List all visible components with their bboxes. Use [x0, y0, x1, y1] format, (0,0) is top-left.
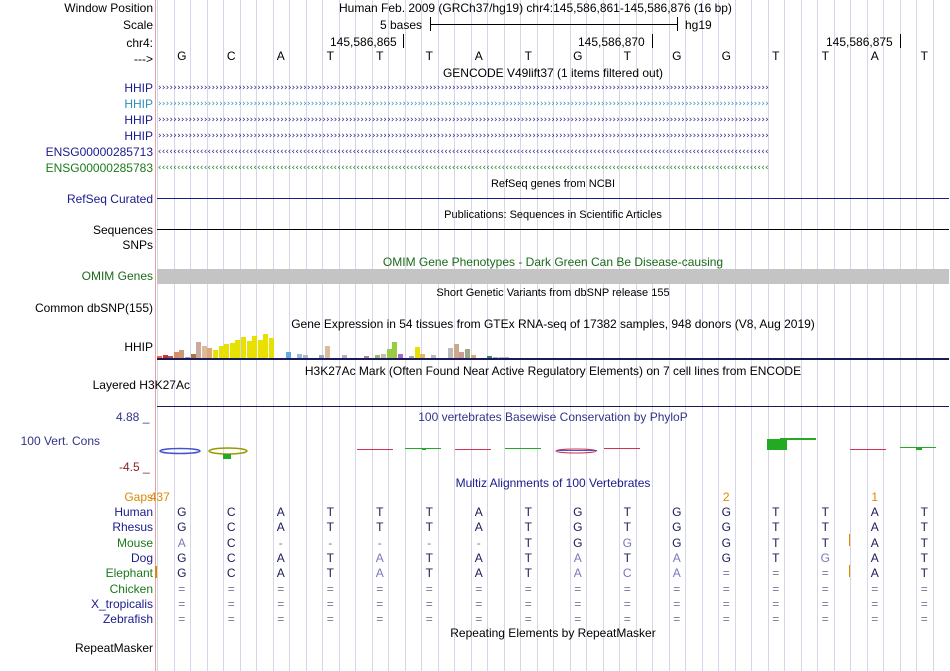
alignment-base: = [871, 581, 879, 596]
alignment-base: = [326, 596, 334, 611]
phylop-mark [422, 448, 426, 450]
gtex-bar[interactable] [325, 346, 330, 358]
reference-base: G [177, 49, 187, 63]
reference-base: T [920, 49, 928, 63]
alignment-base: = [821, 581, 829, 596]
scale-assembly: hg19 [685, 18, 712, 32]
window-position-text: Human Feb. 2009 (GRCh37/hg19) chr4:145,586,861-145,586,876 (16 bp) [339, 1, 732, 15]
repeatmasker-title[interactable]: Repeating Elements by RepeatMasker [450, 626, 656, 640]
dbsnp-title[interactable]: Short Genetic Variants from dbSNP release 155 [436, 287, 670, 299]
h3k27ac-title[interactable]: H3K27Ac Mark (Often Found Near Active Regulatory Elements) on 7 cell lines from ENCODE [304, 364, 802, 378]
alignment-base: G [820, 550, 830, 565]
omim-label[interactable]: OMIM Genes [81, 269, 153, 283]
alignment-base: A [870, 566, 879, 581]
alignment-base: T [376, 520, 384, 535]
scale-bar-right [677, 17, 678, 31]
gtex-bar[interactable] [224, 344, 229, 358]
phylop-plot[interactable] [157, 430, 949, 466]
alignment-base: G [721, 550, 731, 565]
alignment-base: T [524, 505, 532, 519]
alignment-base: G [721, 505, 731, 519]
chrom-label: chr4: [126, 36, 153, 50]
omim-title[interactable]: OMIM Gene Phenotypes - Dark Green Can Be Disease-causing [382, 255, 724, 269]
gtex-bar[interactable] [269, 338, 274, 358]
alignment-base: T [821, 535, 829, 550]
alignment-base: C [226, 505, 236, 519]
alignment-base: = [623, 581, 631, 596]
alignment-base: = [821, 596, 829, 611]
alignment-base: = [772, 566, 780, 581]
alignment-base: = [277, 612, 285, 627]
reference-base: T [772, 49, 780, 63]
alignment-base: = [277, 581, 285, 596]
alignment-base: = [524, 612, 532, 627]
phylop-title[interactable]: 100 vertebrates Basewise Conservation by PhyloP [418, 410, 688, 424]
phylop-mark [767, 439, 787, 450]
alignment-base: = [178, 581, 186, 596]
gaps-label: Gaps [124, 490, 153, 504]
alignment-base: T [623, 520, 631, 535]
alignment-base: A [672, 566, 681, 581]
alignment-base: G [573, 505, 583, 519]
reference-base: A [276, 49, 285, 63]
alignment-base: C [226, 535, 236, 550]
phylop-mark [223, 454, 231, 459]
gtex-bar[interactable] [415, 347, 420, 358]
gtex-bar[interactable] [252, 336, 257, 358]
alignment-base: G [721, 535, 731, 550]
alignment-base: T [623, 550, 631, 565]
gtex-bar[interactable] [202, 346, 207, 358]
gencode-gene-label[interactable]: HHIP [124, 113, 153, 127]
repeatmasker-label[interactable]: RepeatMasker [74, 641, 153, 655]
alignment-base: T [920, 535, 928, 550]
scale-label: Scale [122, 18, 153, 32]
dog-insert-marker [849, 534, 850, 546]
alignment-base: = [772, 581, 780, 596]
alignment-base: A [276, 566, 285, 581]
gtex-bar[interactable] [392, 342, 397, 358]
alignment-base: G [721, 520, 731, 535]
reference-base: G [573, 49, 583, 63]
alignment-base: A [870, 505, 879, 519]
alignment-base: - [328, 535, 333, 550]
alignment-base: = [227, 581, 235, 596]
alignment-base: = [524, 581, 532, 596]
phylop-mark [160, 449, 200, 454]
alignment-base: T [772, 505, 780, 519]
alignment-base: = [178, 596, 186, 611]
phylop-mark [916, 447, 922, 450]
alignment-base: = [772, 596, 780, 611]
reference-base: T [821, 49, 829, 63]
alignment-base: T [524, 566, 532, 581]
alignment-base: A [375, 550, 384, 565]
alignment-base: A [573, 566, 582, 581]
alignment-base: = [623, 596, 631, 611]
alignment-base: A [573, 550, 582, 565]
alignment-base: = [722, 596, 730, 611]
gencode-gene-label[interactable]: HHIP [124, 81, 153, 95]
phylop-mark [455, 449, 491, 450]
alignment-base: T [772, 535, 780, 550]
gtex-bar[interactable] [207, 348, 212, 358]
alignment-base: C [622, 566, 632, 581]
coord-3-tick [900, 34, 901, 48]
gencode-gene-line[interactable]: ‹‹‹‹‹‹‹‹‹‹‹‹‹‹‹‹‹‹‹‹‹‹‹‹‹‹‹‹‹‹‹‹‹‹‹‹‹‹‹‹‹‹‹‹‹‹‹‹‹‹‹‹‹‹‹‹‹‹‹‹‹‹‹‹‹‹‹‹‹‹‹‹‹‹‹‹‹‹‹‹‹‹‹‹‹‹‹‹‹‹‹‹‹‹‹‹‹‹‹‹‹‹‹‹‹‹‹‹‹‹‹‹‹‹‹‹‹‹‹‹‹‹‹‹‹‹‹‹‹‹‹‹‹‹‹‹‹‹‹‹‹‹‹‹‹‹‹‹‹‹‹‹‹‹‹‹‹‹‹‹ [157, 163, 768, 173]
gap-count: 1 [871, 490, 879, 504]
window-position-label: Window Position [64, 1, 153, 15]
gtex-baseline [157, 358, 949, 360]
alignment-base: A [870, 550, 879, 565]
gencode-gene-line[interactable]: ›››››››››››››››››››››››››››››››››››››››››››››››››››››››››››››››››››››››››››››››››››››››››››››››››››››››››››››››››››››››››››››››››››››››››››››››››››››››››››››››› [157, 83, 768, 93]
alignment-base: T [425, 566, 433, 581]
alignment-base: = [722, 581, 730, 596]
alignment-base: T [920, 550, 928, 565]
alignment-base: A [375, 566, 384, 581]
gtex-bar[interactable] [213, 350, 218, 358]
coord-2-tick [652, 34, 653, 48]
gtex-bar[interactable] [230, 343, 235, 358]
refseq-label[interactable]: RefSeq Curated [66, 192, 153, 206]
alignment-base: - [278, 535, 283, 550]
alignment-base: A [474, 566, 483, 581]
gtex-label[interactable]: HHIP [124, 340, 153, 354]
alignment-base: G [573, 535, 583, 550]
gtex-bar[interactable] [219, 346, 224, 358]
alignment-base: G [672, 520, 682, 535]
refseq-title[interactable]: RefSeq genes from NCBI [490, 178, 616, 190]
gencode-gene-line[interactable]: ‹‹‹‹‹‹‹‹‹‹‹‹‹‹‹‹‹‹‹‹‹‹‹‹‹‹‹‹‹‹‹‹‹‹‹‹‹‹‹‹‹‹‹‹‹‹‹‹‹‹‹‹‹‹‹‹‹‹‹‹‹‹‹‹‹‹‹‹‹‹‹‹‹‹‹‹‹‹‹‹‹‹‹‹‹‹‹‹‹‹‹‹‹‹‹‹‹‹‹‹‹‹‹‹‹‹‹‹‹‹‹‹‹‹‹‹‹‹‹‹‹‹‹‹‹‹‹‹‹‹‹‹‹‹‹‹‹‹‹‹‹‹‹‹‹‹‹‹‹‹‹‹‹‹‹‹‹‹‹‹ [157, 147, 768, 157]
alignment-base: G [672, 505, 682, 519]
alignment-base: T [326, 505, 334, 519]
reference-base: A [474, 49, 483, 63]
alignment-base: = [821, 612, 829, 627]
alignment-base: - [377, 535, 382, 550]
strand-label: ---> [134, 52, 153, 66]
gencode-gene-label[interactable]: HHIP [124, 97, 153, 111]
phylop-mark [557, 450, 597, 451]
alignment-base: = [574, 612, 582, 627]
alignment-base: G [622, 535, 632, 550]
species-label[interactable]: Zebrafish [102, 612, 153, 627]
alignment-base: = [673, 581, 681, 596]
reference-base: G [672, 49, 682, 63]
alignment-base: T [326, 566, 334, 581]
phylop-mark [505, 448, 541, 449]
coord-2: 145,586,870 [578, 35, 645, 49]
coord-1-tick [403, 34, 404, 48]
reference-base: T [623, 49, 631, 63]
alignment-base: T [326, 550, 334, 565]
gtex-bar[interactable] [454, 344, 459, 358]
dbsnp-label[interactable]: Common dbSNP(155) [34, 301, 153, 315]
alignment-base: G [672, 535, 682, 550]
alignment-base: T [326, 520, 334, 535]
gtex-bar[interactable] [247, 341, 252, 358]
gtex-bar[interactable] [387, 349, 392, 358]
alignment-base: G [177, 550, 187, 565]
gencode-title[interactable]: GENCODE V49lift37 (1 items filtered out) [442, 66, 664, 80]
alignment-base: = [772, 612, 780, 627]
alignment-base: T [524, 550, 532, 565]
alignment-base: = [871, 612, 879, 627]
gencode-gene-label[interactable]: ENSG00000285783 [45, 161, 153, 175]
alignment-base: = [821, 566, 829, 581]
alignment-base: T [821, 520, 829, 535]
alignment-base: A [672, 550, 681, 565]
alignment-base: = [425, 581, 433, 596]
gencode-gene-line[interactable]: ›››››››››››››››››››››››››››››››››››››››››››››››››››››››››››››››››››››››››››››››››››››››››››››››››››››››››››››››››››››››››››››››››››››››››››››››››››››››››››››››› [157, 99, 768, 109]
reference-base: C [226, 49, 236, 63]
alignment-base: A [276, 505, 285, 519]
alignment-base: G [177, 566, 187, 581]
phylop-max: 4.88 _ [116, 410, 150, 424]
gtex-bar[interactable] [196, 342, 201, 358]
gencode-gene-label[interactable]: HHIP [124, 129, 153, 143]
sequences-line[interactable] [157, 229, 949, 230]
alignment-base: = [722, 566, 730, 581]
alignment-base: = [425, 612, 433, 627]
alignment-base: A [177, 535, 186, 550]
alignment-base: T [772, 550, 780, 565]
alignment-base: T [524, 535, 532, 550]
coord-1: 145,586,865 [330, 35, 397, 49]
alignment-base: = [227, 612, 235, 627]
gtex-bar[interactable] [465, 349, 470, 358]
species-label[interactable]: Elephant [105, 566, 153, 581]
reference-base: G [721, 49, 731, 63]
sequences-label[interactable]: Sequences [92, 223, 153, 237]
alignment-base: G [177, 520, 187, 535]
species-label[interactable]: Rhesus [112, 520, 153, 535]
h3k27ac-line [157, 406, 949, 407]
alignment-base: = [524, 596, 532, 611]
gtex-bar[interactable] [179, 350, 184, 358]
alignment-base: T [920, 520, 928, 535]
alignment-base: C [226, 550, 236, 565]
alignment-base: T [425, 550, 433, 565]
alignment-base: = [227, 596, 235, 611]
gtex-bar[interactable] [241, 337, 246, 358]
alignment-base: = [475, 596, 483, 611]
alignment-base: = [920, 596, 928, 611]
phylop-min: -4.5 _ [119, 460, 150, 474]
phylop-mark [850, 449, 886, 450]
alignment-base: A [474, 520, 483, 535]
scale-bases-text: 5 bases [380, 18, 423, 32]
alignment-base: A [474, 550, 483, 565]
alignment-base: T [425, 505, 433, 519]
phylop-label[interactable]: 100 Vert. Cons [20, 434, 100, 448]
species-label[interactable]: Mouse [116, 535, 153, 550]
coord-3: 145,586,875 [826, 35, 893, 49]
alignment-base: T [772, 520, 780, 535]
phylop-mark [209, 448, 247, 454]
gtex-bar[interactable] [448, 348, 453, 358]
gencode-gene-line[interactable]: ›››››››››››››››››››››››››››››››››››››››››››››››››››››››››››››››››››››››››››››››››››››››››››››››››››››››››››››››››››››››››››››››››››››››››››››››››››››››››››››››› [157, 131, 768, 141]
phylop-mark [604, 448, 640, 449]
species-label[interactable]: X_tropicalis [90, 596, 153, 611]
alignment-base: = [673, 612, 681, 627]
reference-base: A [870, 49, 879, 63]
gencode-gene-line[interactable]: ›››››››››››››››››››››››››››››››››››››››››››››››››››››››››››››››››››››››››››››››››››››››››››››››››››››››››››››››››››››››››››››››››››››››››››››››››››››››››››››››› [157, 115, 768, 125]
alignment-base: A [474, 505, 483, 519]
alignment-base: = [475, 581, 483, 596]
reference-base: T [425, 49, 433, 63]
alignment-base: G [177, 505, 187, 519]
alignment-base: T [376, 505, 384, 519]
alignment-base: T [821, 505, 829, 519]
alignment-base: = [178, 612, 186, 627]
alignment-base: = [871, 596, 879, 611]
alignment-base: = [574, 581, 582, 596]
alignment-base: = [376, 612, 384, 627]
alignment-base: T [524, 520, 532, 535]
species-label[interactable]: Chicken [109, 581, 153, 596]
alignment-base: = [326, 612, 334, 627]
alignment-base: A [276, 520, 285, 535]
gtex-bar[interactable] [258, 340, 263, 358]
publications-title[interactable]: Publications: Sequences in Scientific Articles [444, 209, 662, 221]
omim-bar[interactable] [157, 269, 949, 284]
gap-count: 2 [722, 490, 730, 504]
reference-base: T [376, 49, 384, 63]
gtex-title[interactable]: Gene Expression in 54 tissues from GTEx RNA-seq of 17382 samples, 948 donors (V8, Aug 2019) [291, 317, 815, 331]
alignment-base: = [475, 612, 483, 627]
reference-base: T [326, 49, 334, 63]
elephant-insert-marker [155, 566, 157, 578]
alignment-base: T [425, 520, 433, 535]
gtex-bar[interactable] [235, 340, 240, 358]
gap-count: 437 [149, 490, 170, 504]
gencode-gene-label[interactable]: ENSG00000285713 [45, 145, 153, 159]
alignment-base: = [920, 581, 928, 596]
scale-bar [430, 24, 678, 25]
alignment-base: A [870, 535, 879, 550]
phylop-mark [357, 449, 393, 450]
alignment-base: - [427, 535, 432, 550]
alignment-base: = [623, 612, 631, 627]
alignment-base: = [376, 581, 384, 596]
alignment-base: G [573, 520, 583, 535]
alignment-base: = [722, 612, 730, 627]
alignment-base: A [276, 550, 285, 565]
alignment-base: T [623, 505, 631, 519]
reference-base: T [524, 49, 532, 63]
alignment-base: C [226, 520, 236, 535]
alignment-base: = [920, 612, 928, 627]
h3k27ac-label[interactable]: Layered H3K27Ac [92, 378, 190, 392]
species-label[interactable]: Dog [130, 550, 153, 565]
alignment-base: T [920, 505, 928, 519]
elephant-insert-marker-2 [849, 565, 850, 577]
alignment-base: = [673, 596, 681, 611]
alignment-base: = [326, 581, 334, 596]
alignment-base: T [920, 566, 928, 581]
alignment-base: = [425, 596, 433, 611]
alignment-base: A [870, 520, 879, 535]
species-label[interactable]: Human [114, 505, 153, 519]
alignment-base: C [226, 566, 236, 581]
alignment-base: = [376, 596, 384, 611]
multiz-title[interactable]: Multiz Alignments of 100 Vertebrates [455, 476, 651, 490]
gtex-bar[interactable] [263, 334, 268, 358]
alignment-base: = [574, 596, 582, 611]
snps-label[interactable]: SNPs [122, 238, 153, 252]
alignment-base: = [277, 596, 285, 611]
refseq-line[interactable] [157, 198, 949, 199]
alignment-base: - [476, 535, 481, 550]
